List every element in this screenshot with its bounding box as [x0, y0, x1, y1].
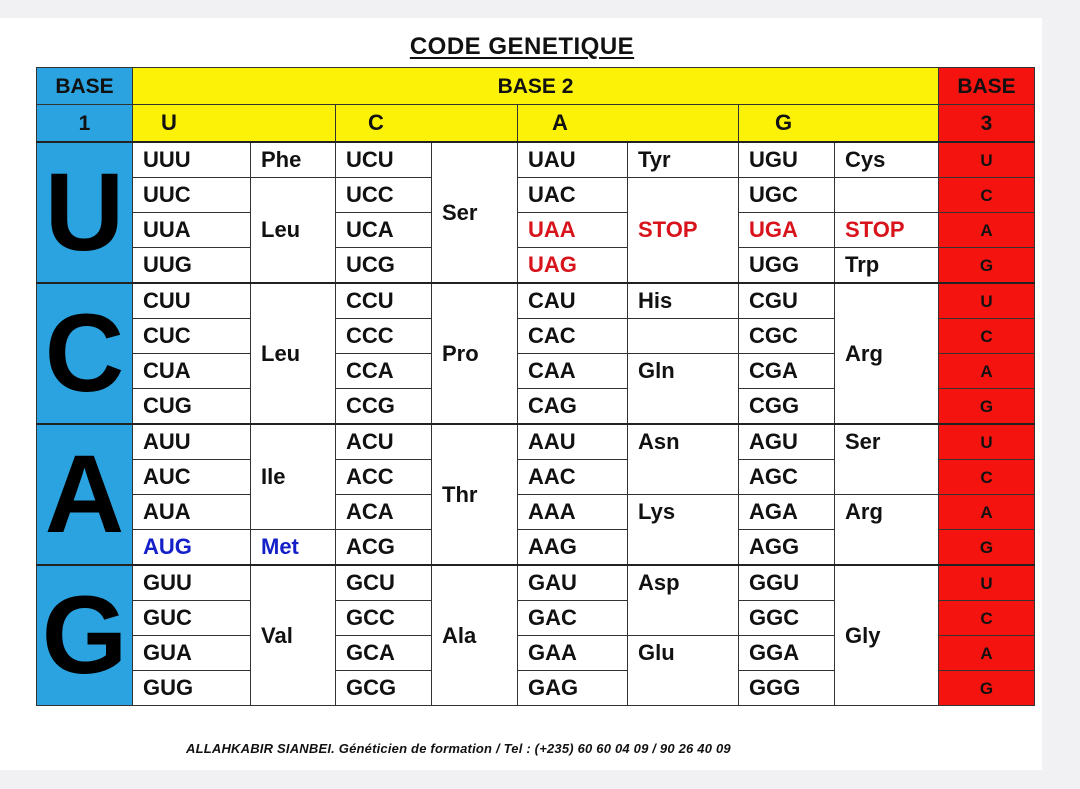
codon-cell: AAU	[518, 424, 628, 460]
codon-cell: AUU	[133, 424, 251, 460]
codon-cell: UGG	[739, 248, 835, 284]
base2-header: BASE 2	[133, 68, 939, 105]
base1-u: U	[37, 142, 133, 283]
codon-cell: CAU	[518, 283, 628, 319]
codon-cell: UUC	[133, 178, 251, 213]
codon-cell: UAU	[518, 142, 628, 178]
codon-cell: AGG	[739, 530, 835, 566]
codon-cell: CCC	[336, 319, 432, 354]
base2-col-a: A	[518, 105, 739, 143]
codon-cell: CGG	[739, 389, 835, 425]
base3-cell: A	[939, 636, 1035, 671]
codon-cell: UCG	[336, 248, 432, 284]
codon-cell: GAG	[518, 671, 628, 706]
codon-cell: GUA	[133, 636, 251, 671]
amino-acid-cell: Trp	[835, 248, 939, 284]
codon-cell: AGA	[739, 495, 835, 530]
codon-cell: GCC	[336, 601, 432, 636]
amino-acid-cell: Glu	[628, 636, 739, 706]
codon-cell: CAG	[518, 389, 628, 425]
codon-cell: AUC	[133, 460, 251, 495]
codon-cell: GGG	[739, 671, 835, 706]
codon-cell: CAC	[518, 319, 628, 354]
amino-acid-cell: Leu	[251, 178, 336, 284]
amino-acid-cell: Ser	[432, 142, 518, 283]
codon-cell: ACC	[336, 460, 432, 495]
codon-row	[37, 424, 1035, 460]
author-footer: ALLAHKABIR SIANBEI. Généticien de formation / Tel : (+235) 60 60 04 09 / 90 26 40 09	[186, 741, 731, 756]
codon-row	[37, 248, 1035, 284]
codon-cell: GUG	[133, 671, 251, 706]
base3-cell: C	[939, 601, 1035, 636]
codon-cell: AAA	[518, 495, 628, 530]
codon-cell: ACG	[336, 530, 432, 566]
base3-header-number: 3	[939, 105, 1035, 143]
amino-acid-cell: His	[628, 283, 739, 319]
codon-row	[37, 213, 1035, 248]
base3-cell: G	[939, 389, 1035, 425]
start-codon-cell: AUG	[133, 530, 251, 566]
codon-cell: UUG	[133, 248, 251, 284]
base1-g: G	[37, 565, 133, 706]
base3-cell: G	[939, 248, 1035, 284]
genetic-code-table	[36, 67, 1035, 706]
codon-cell: CUA	[133, 354, 251, 389]
codon-row	[37, 283, 1035, 319]
base2-col-c: C	[336, 105, 518, 143]
stop-cell: STOP	[835, 213, 939, 248]
stop-codon-cell: UGA	[739, 213, 835, 248]
codon-row	[37, 495, 1035, 530]
codon-cell: CGA	[739, 354, 835, 389]
amino-acid-cell: Tyr	[628, 142, 739, 178]
base3-cell: U	[939, 283, 1035, 319]
base3-cell: G	[939, 530, 1035, 566]
codon-cell: AGU	[739, 424, 835, 460]
start-amino-acid-cell: Met	[251, 530, 336, 566]
amino-acid-cell: Gly	[835, 565, 939, 706]
codon-cell: GCG	[336, 671, 432, 706]
codon-cell: AGC	[739, 460, 835, 495]
codon-cell: UCC	[336, 178, 432, 213]
codon-row	[37, 565, 1035, 601]
amino-acid-cell: Gln	[628, 354, 739, 425]
codon-cell: CCG	[336, 389, 432, 425]
base1-c: C	[37, 283, 133, 424]
codon-cell: GUU	[133, 565, 251, 601]
codon-cell: CUG	[133, 389, 251, 425]
codon-cell: GCA	[336, 636, 432, 671]
base1-header: BASE	[37, 68, 133, 105]
codon-cell: UGC	[739, 178, 835, 213]
codon-cell: AAG	[518, 530, 628, 566]
amino-acid-cell: Cys	[835, 142, 939, 178]
base3-header: BASE	[939, 68, 1035, 105]
amino-acid-cell: Arg	[835, 283, 939, 424]
amino-acid-cell: Thr	[432, 424, 518, 565]
base3-cell: C	[939, 178, 1035, 213]
codon-cell: GGU	[739, 565, 835, 601]
codon-cell: GUC	[133, 601, 251, 636]
amino-acid-cell: Lys	[628, 495, 739, 566]
stop-cell: STOP	[628, 178, 739, 284]
amino-acid-cell	[628, 319, 739, 354]
codon-cell: GAA	[518, 636, 628, 671]
codon-cell: AUA	[133, 495, 251, 530]
amino-acid-cell: Val	[251, 565, 336, 706]
stop-codon-cell: UAG	[518, 248, 628, 284]
codon-cell: UCA	[336, 213, 432, 248]
codon-cell: UGU	[739, 142, 835, 178]
amino-acid-cell: Ser	[835, 424, 939, 495]
codon-cell: GGA	[739, 636, 835, 671]
codon-cell: AAC	[518, 460, 628, 495]
codon-row	[37, 142, 1035, 178]
base3-cell: A	[939, 213, 1035, 248]
codon-cell: CGC	[739, 319, 835, 354]
codon-cell: GAC	[518, 601, 628, 636]
page-title: CODE GENETIQUE	[409, 33, 635, 60]
amino-acid-cell: Phe	[251, 142, 336, 178]
base3-cell: G	[939, 671, 1035, 706]
codon-cell: CCA	[336, 354, 432, 389]
amino-acid-cell: Ala	[432, 565, 518, 706]
base2-col-u: U	[133, 105, 336, 143]
codon-cell: CGU	[739, 283, 835, 319]
amino-acid-cell: Ile	[251, 424, 336, 530]
codon-cell: GGC	[739, 601, 835, 636]
base3-cell: A	[939, 354, 1035, 389]
codon-cell: CUU	[133, 283, 251, 319]
codon-cell: CAA	[518, 354, 628, 389]
codon-cell: GAU	[518, 565, 628, 601]
codon-cell: CUC	[133, 319, 251, 354]
codon-cell: ACA	[336, 495, 432, 530]
base1-a: A	[37, 424, 133, 565]
base3-cell: U	[939, 424, 1035, 460]
base2-col-g: G	[739, 105, 939, 143]
codon-cell: GCU	[336, 565, 432, 601]
base3-cell: U	[939, 565, 1035, 601]
amino-acid-cell: Arg	[835, 495, 939, 566]
base3-cell: U	[939, 142, 1035, 178]
codon-row	[37, 178, 1035, 213]
base3-cell: C	[939, 319, 1035, 354]
amino-acid-cell: Asp	[628, 565, 739, 636]
codon-cell: ACU	[336, 424, 432, 460]
amino-acid-cell: Asn	[628, 424, 739, 495]
base3-cell: C	[939, 460, 1035, 495]
codon-cell: UAC	[518, 178, 628, 213]
amino-acid-cell: Pro	[432, 283, 518, 424]
codon-cell: UUA	[133, 213, 251, 248]
base1-header-number: 1	[37, 105, 133, 143]
base3-cell: A	[939, 495, 1035, 530]
codon-cell: CCU	[336, 283, 432, 319]
amino-acid-cell	[835, 178, 939, 213]
stop-codon-cell: UAA	[518, 213, 628, 248]
codon-cell: UUU	[133, 142, 251, 178]
amino-acid-cell: Leu	[251, 283, 336, 424]
codon-cell: UCU	[336, 142, 432, 178]
